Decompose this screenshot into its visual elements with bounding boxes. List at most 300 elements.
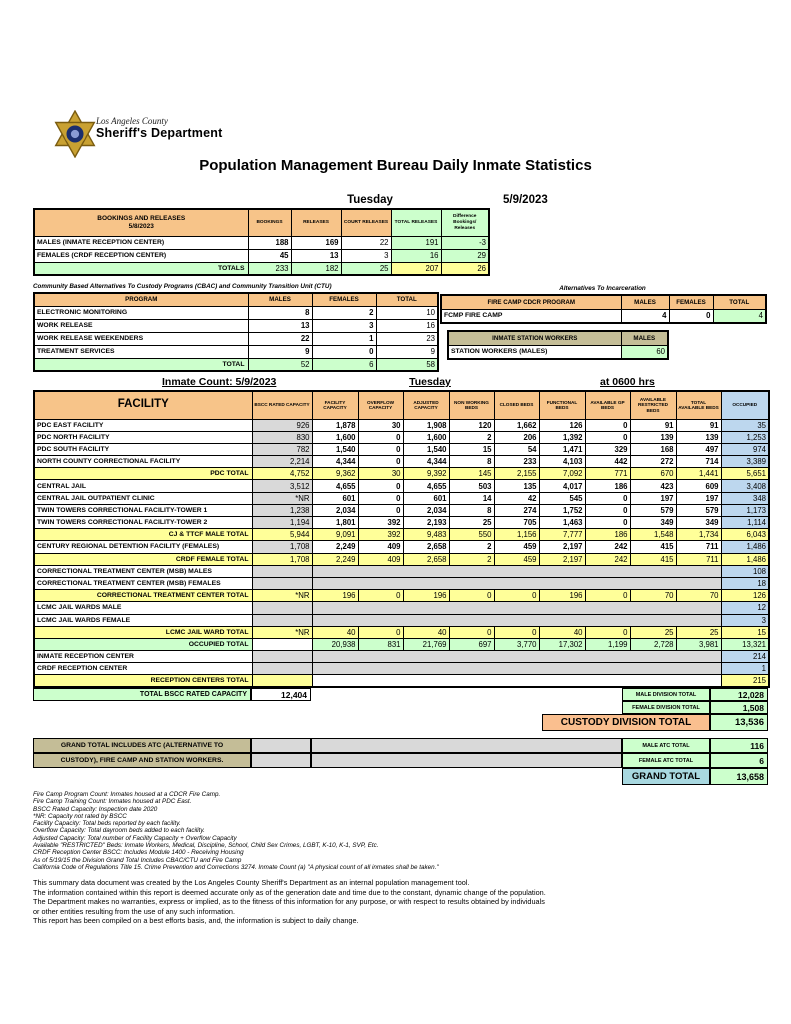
cell [252,663,312,675]
cell: 4,344 [312,456,358,468]
facility-label: INMATE RECEPTION CENTER [34,651,252,663]
cell: 5,944 [252,529,312,541]
cell: 349 [676,517,721,529]
cell: 0 [669,309,713,323]
bookings-title: BOOKINGS AND RELEASES [97,214,186,222]
cell: 4,655 [312,480,358,492]
cell: 8 [449,504,494,516]
cell: 4,344 [403,456,449,468]
facility-label: NORTH COUNTY CORRECTIONAL FACILITY [34,456,252,468]
col-header-facility-capacity: FACILITY CAPACITY [312,391,358,419]
cell: *NR [252,590,312,602]
cell: 0 [449,626,494,638]
table-row [34,358,438,371]
col-header-available-restricted-beds: AVAILABLE RESTRICTED BEDS [630,391,676,419]
totals-label: TOTALS [34,262,248,275]
cell: 579 [676,504,721,516]
col-header-bookings: BOOKINGS [248,209,291,236]
table-row [34,565,769,577]
table-row [34,468,769,480]
cell: 9,392 [403,468,449,480]
cell: 22 [248,332,312,345]
cell: 30 [358,468,403,480]
cell [312,651,721,663]
cell: 18 [721,577,769,589]
cell: 2,193 [403,517,449,529]
female-atc-total-value: 6 [710,753,768,768]
cell: 711 [676,553,721,565]
row-label: TREATMENT SERVICES [34,345,248,358]
cell: 14 [449,492,494,504]
report-day: Tuesday [347,194,393,206]
cell: 2,155 [494,468,539,480]
cell: 0 [358,480,403,492]
table-row [34,590,769,602]
cell: 423 [630,480,676,492]
grand-total-value: 13,658 [710,768,768,785]
cell: 415 [630,541,676,553]
station-workers-header: INMATE STATION WORKERS [448,331,621,345]
empty-cell [311,738,622,753]
col-header-closed-beds: CLOSED BEDS [494,391,539,419]
cell: 1,199 [585,638,630,650]
cell: 550 [449,529,494,541]
footnote-line: Facility Capacity: Total beds reported by each facility. [33,820,181,828]
fire-camp-table [440,294,767,324]
cell: 197 [630,492,676,504]
totals-label: TOTAL [34,358,248,371]
star-badge-icon [52,110,98,158]
disclaimer-line: This report has been compiled on a best efforts basis, and, the information is subject to daily change. [33,916,359,926]
table-row [34,456,769,468]
cell: 2,197 [539,553,585,565]
row-label: ELECTRONIC MONITORING [34,306,248,319]
female-atc-total-label: FEMALE ATC TOTAL [622,753,710,768]
male-division-total-value: 12,028 [710,688,768,701]
cell: 0 [358,626,403,638]
footnote-line: Available "RESTRICTED" Beds: Inmate Workers, Medical, Discipline, School, Child Sex Crimes, LGBT, K-10, K-1, SVP, Etc. [33,842,379,850]
cell: 40 [539,626,585,638]
empty-cell [251,753,311,768]
cell: 392 [358,529,403,541]
cell [312,675,721,687]
cell: 2,034 [403,504,449,516]
cell [252,675,312,687]
cell: 459 [494,553,539,565]
facility-label: CJ & TTCF MALE TOTAL [34,529,252,541]
table-row [34,306,438,319]
row-label: STATION WORKERS (MALES) [448,345,621,359]
cell: 191 [391,236,441,249]
cell: 3 [721,614,769,626]
col-header-difference: Difference Bookings/ Releases [441,209,489,236]
cell: 40 [403,626,449,638]
cell: 8 [449,456,494,468]
facility-label: PDC TOTAL [34,468,252,480]
cell: 0 [358,590,403,602]
cell: 1,486 [721,541,769,553]
col-header-overflow-capacity: OVERFLOW CAPACITY [358,391,403,419]
cell: 974 [721,443,769,455]
station-workers-table [447,330,669,360]
col-header-fire-camp: FIRE CAMP CDCR PROGRAM [441,295,621,309]
inmate-count-day: Tuesday [409,376,451,388]
cell: 0 [358,456,403,468]
cell [312,565,721,577]
cell: 126 [721,590,769,602]
bookings-releases-table [33,208,490,276]
cell: 2,214 [252,456,312,468]
table-row [34,577,769,589]
grand-total-note-line1: GRAND TOTAL INCLUDES ATC (ALTERNATIVE TO [33,738,251,753]
cell: 25 [449,517,494,529]
cell: 3 [341,249,391,262]
table-row [34,651,769,663]
cell [312,577,721,589]
cell: 45 [248,249,291,262]
cell: 1,708 [252,541,312,553]
cell: 196 [403,590,449,602]
table-row [34,614,769,626]
cell: 0 [358,504,403,516]
col-header-adjusted-capacity: ADJUSTED CAPACITY [403,391,449,419]
cell: 392 [358,517,403,529]
col-header-males: MALES [621,331,668,345]
facility-label: CENTRAL JAIL OUTPATIENT CLINIC [34,492,252,504]
footnote-line: Adjusted Capacity: Total number of Facility Capacity + Overflow Capacity [33,834,237,842]
agency-county: Los Angeles County [96,116,168,126]
cell: 35 [721,419,769,431]
cell: 2 [449,431,494,443]
cell: 120 [449,419,494,431]
table-row [34,419,769,431]
col-header-total: TOTAL [713,295,766,309]
cell: 1,708 [252,553,312,565]
cell: 52 [248,358,312,371]
cell: 1,752 [539,504,585,516]
cell [252,565,312,577]
cell: 1,173 [721,504,769,516]
cell: 1,801 [312,517,358,529]
cell: 831 [358,638,403,650]
cell [252,614,312,626]
cell: 1,600 [403,431,449,443]
cell: 91 [676,419,721,431]
table-row [34,504,769,516]
table-row [34,262,489,275]
cell: 70 [630,590,676,602]
cell: 503 [449,480,494,492]
cell: 442 [585,456,630,468]
facility-label: CRDF RECEPTION CENTER [34,663,252,675]
col-header-non-working-beds: NON WORKING BEDS [449,391,494,419]
col-header-females: FEMALES [312,293,376,306]
disclaimer-line: or other entities resulting from the use of any such information. [33,906,235,916]
cell: 1 [721,663,769,675]
cell: 1,486 [721,553,769,565]
row-label: WORK RELEASE WEEKENDERS [34,332,248,345]
cell: 9,483 [403,529,449,541]
cell: 2 [312,306,376,319]
cell: 1,156 [494,529,539,541]
cell: 0 [585,626,630,638]
table-header-row [448,331,668,345]
cell [252,602,312,614]
cell: 601 [312,492,358,504]
facility-label: CORRECTIONAL TREATMENT CENTER (MSB) FEMALES [34,577,252,589]
cell: 242 [585,541,630,553]
cell: 4,017 [539,480,585,492]
col-header-releases: RELEASES [291,209,341,236]
bookings-subtitle: 5/8/2023 [128,222,154,230]
cell: 0 [449,590,494,602]
table-row [34,492,769,504]
cell: 0 [585,504,630,516]
cell: 409 [358,553,403,565]
cell: 7,777 [539,529,585,541]
cell: 830 [252,431,312,443]
cell: 196 [539,590,585,602]
cell: 3,512 [252,480,312,492]
col-header-total: TOTAL [376,293,438,306]
page-title: Population Management Bureau Daily Inmate Statistics [199,157,592,174]
male-atc-total-label: MALE ATC TOTAL [622,738,710,753]
cell: 2 [449,553,494,565]
cell: 169 [291,236,341,249]
cell: 58 [376,358,438,371]
facility-label: RECEPTION CENTERS TOTAL [34,675,252,687]
table-row [34,541,769,553]
facility-label: CENTRAL JAIL [34,480,252,492]
table-row [34,517,769,529]
cell: 8 [248,306,312,319]
footnote-line: BSCC Rated Capacity: Inspection date 2020 [33,805,158,813]
agency-dept: Sheriff's Department [96,126,223,140]
cell: 42 [494,492,539,504]
cell: 0 [585,517,630,529]
facility-label: CORRECTIONAL TREATMENT CENTER (MSB) MALES [34,565,252,577]
cell: 242 [585,553,630,565]
cell: 25 [676,626,721,638]
cell: 2 [449,541,494,553]
cell [312,663,721,675]
grand-total-note-line2: CUSTODY), FIRE CAMP AND STATION WORKERS. [33,753,251,768]
disclaimer [33,878,546,926]
cell: -3 [441,236,489,249]
empty-cell [251,738,311,753]
cell: 25 [630,626,676,638]
cell: 1,600 [312,431,358,443]
col-header-total-releases: TOTAL RELEASES [391,209,441,236]
cell: 20,938 [312,638,358,650]
cell: 3,389 [721,456,769,468]
cell [312,614,721,626]
cell: 601 [403,492,449,504]
cell: 54 [494,443,539,455]
disclaimer-line: The Department makes no warranties, express or implied, as to the fitness of this information for any purpose, or with respect to results obtained by individuals [33,897,545,907]
cell: 22 [341,236,391,249]
table-row [34,663,769,675]
custody-division-total-value: 13,536 [710,714,768,731]
report-date: 5/9/2023 [503,194,548,206]
cell: 2,728 [630,638,676,650]
cell: 1,253 [721,431,769,443]
table-row [448,345,668,359]
facility-label: CRDF FEMALE TOTAL [34,553,252,565]
cell: 214 [721,651,769,663]
female-division-total-label: FEMALE DIVISION TOTAL [622,701,710,714]
cell: 1,441 [676,468,721,480]
col-header-court-releases: COURT RELEASES [341,209,391,236]
footnote-line: Fire Camp Training Count: Inmates housed at PDC East. [33,798,192,806]
cell: 4 [713,309,766,323]
facility-label: PDC EAST FACILITY [34,419,252,431]
cell [252,638,312,650]
cell: 3 [312,319,376,332]
table-row [34,602,769,614]
table-row [441,309,766,323]
cell: 9,362 [312,468,358,480]
cell: 1,238 [252,504,312,516]
facility-label: LCMC JAIL WARDS MALE [34,602,252,614]
cell [252,577,312,589]
table-row [34,443,769,455]
cell: 1,548 [630,529,676,541]
cell: *NR [252,626,312,638]
cell: 233 [494,456,539,468]
cell: 272 [630,456,676,468]
cell: 0 [585,431,630,443]
table-row [34,626,769,638]
cell: 2,658 [403,553,449,565]
cell: 1 [312,332,376,345]
agency-name [96,116,222,140]
total-bscc-capacity-label: TOTAL BSCC RATED CAPACITY [33,688,251,701]
col-header-females: FEMALES [669,295,713,309]
cbac-caption: Community Based Alternatives To Custody Programs (CBAC) and Community Transition Unit (CTU) [33,283,332,290]
col-header-bscc-rated-capacity: BSCC RATED CAPACITY [252,391,312,419]
cell: 206 [494,431,539,443]
cell: 16 [376,319,438,332]
cell: 6 [312,358,376,371]
sheriff-star-logo [52,110,98,158]
facility-label: CENTURY REGIONAL DETENTION FACILITY (FEMALES) [34,541,252,553]
row-label: FEMALES (CRDF RECEPTION CENTER) [34,249,248,262]
cell: 188 [248,236,291,249]
disclaimer-line: The information contained within this report is deemed accurate only as of the generation date and time due to the constant, dynamic change of the population. [33,887,546,897]
cell: 0 [585,590,630,602]
cell: 15 [449,443,494,455]
cell: 1,392 [539,431,585,443]
cell: 926 [252,419,312,431]
cell: 1,662 [494,419,539,431]
cell: 10 [376,306,438,319]
cell: 705 [494,517,539,529]
cell: 1,540 [403,443,449,455]
cell: 13 [291,249,341,262]
cell: 1,114 [721,517,769,529]
cell: 233 [248,262,291,275]
cell: 168 [630,443,676,455]
table-row [34,345,438,358]
cell: 60 [621,345,668,359]
cell: 670 [630,468,676,480]
col-header-available-gp-beds: AVAILABLE GP BEDS [585,391,630,419]
cell: 1,471 [539,443,585,455]
cell: 139 [630,431,676,443]
cell: 1,878 [312,419,358,431]
cell: 23 [376,332,438,345]
cell: 25 [341,262,391,275]
cell: 2,658 [403,541,449,553]
table-row [34,529,769,541]
cell: 207 [391,262,441,275]
table-row [34,236,489,249]
col-header-males: MALES [248,293,312,306]
cell: 40 [312,626,358,638]
table-header-row [34,391,769,419]
table-row [34,332,438,345]
cell: 126 [539,419,585,431]
table-row [34,480,769,492]
cell: 2,249 [312,541,358,553]
total-bscc-capacity-value: 12,404 [251,688,311,701]
cell: 579 [630,504,676,516]
cell: 0 [312,345,376,358]
cell: 3,981 [676,638,721,650]
cell: 4,655 [403,480,449,492]
cell: 182 [291,262,341,275]
col-header-functional-beds: FUNCTIONAL BEDS [539,391,585,419]
cell: 0 [358,492,403,504]
cell: 21,769 [403,638,449,650]
grand-total-label: GRAND TOTAL [622,768,710,785]
col-header-program: PROGRAM [34,293,248,306]
cell: 4 [621,309,669,323]
cell: 91 [630,419,676,431]
cell: 145 [449,468,494,480]
cell: 9 [376,345,438,358]
facility-label: PDC NORTH FACILITY [34,431,252,443]
table-row [34,553,769,565]
facility-label: LCMC JAIL WARDS FEMALE [34,614,252,626]
cell: 4,752 [252,468,312,480]
col-header-occupied: OCCUPIED [721,391,769,419]
disclaimer-line: This summary data document was created by the Los Angeles County Sheriff's Department as an internal population management tool. [33,878,470,887]
cell [252,651,312,663]
cell: 196 [312,590,358,602]
table-row [34,319,438,332]
cell: 26 [441,262,489,275]
facility-label: PDC SOUTH FACILITY [34,443,252,455]
table-row [34,675,769,687]
cell: 545 [539,492,585,504]
cell: 0 [358,443,403,455]
cell: 0 [585,492,630,504]
cell: 12 [721,602,769,614]
cell: 6,043 [721,529,769,541]
cell: 13 [248,319,312,332]
cell [312,602,721,614]
table-header-row [441,295,766,309]
cell: 9,091 [312,529,358,541]
footnotes [33,791,439,871]
cell: 197 [676,492,721,504]
cell: 5,651 [721,468,769,480]
cell: 1,908 [403,419,449,431]
cell: 1,540 [312,443,358,455]
table-row [34,638,769,650]
